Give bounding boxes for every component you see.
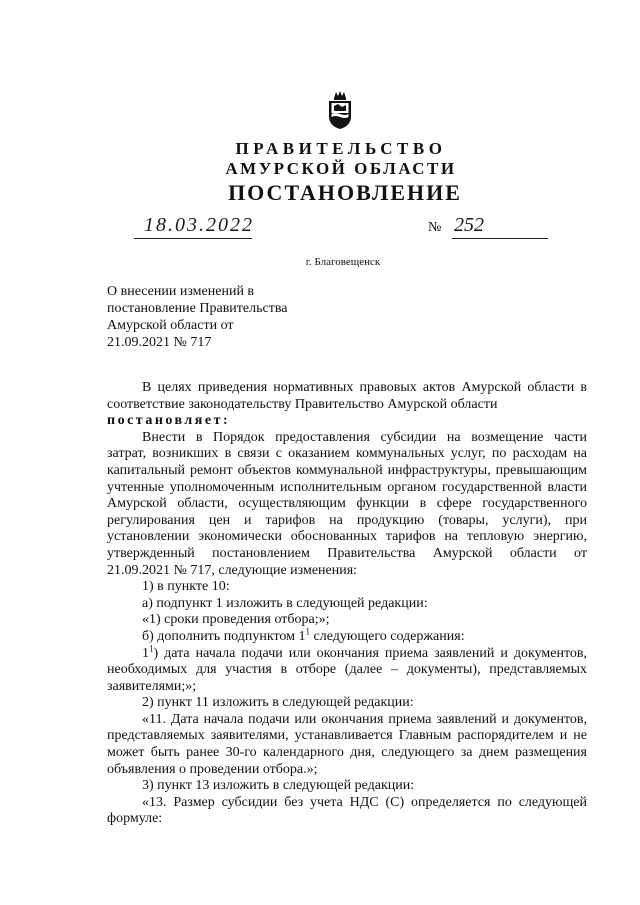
list-item: 1) в пункте 10: [142,579,230,595]
number-field [452,214,548,239]
subject-line: О внесении изменений в [107,284,255,299]
body-line: соответствие законодательству Правительство Амурской области [107,396,498,412]
body-line: В целях приведения нормативных правовых актов Амурской области в [142,380,587,395]
quoted-text: может быть ранее 30-го календарного дня, следующего за днем размещения [107,745,587,761]
list-item: а) подпункт 1 изложить в следующей редакции: [142,595,428,611]
text-fragment: 1 [142,645,149,661]
quoted-text: представляемых заявителями, устанавливается Главным распорядителем и не [107,728,587,744]
body-line: регулирования цен и тарифов на продукцию (товары, услуги), при [107,512,587,528]
quoted-text: формуле: [107,811,163,827]
list-item [107,626,587,646]
body-line: затрат, возникших в связи с оказанием коммунальных услуг, по расходам на [107,446,587,462]
body-line: учтенные уполномоченным исполнительным органом государственной власти [107,479,587,495]
organization-name-line1: ПРАВИТЕЛЬСТВО [235,139,447,158]
date-field [134,214,252,239]
quoted-text: «13. Размер субсидии без учета НДС (С) определяется по следующей [142,794,587,810]
document-type-title: ПОСТАНОВЛЕНИЕ [228,180,462,205]
body-line: Внести в Порядок предоставления субсидии на возмещение части [142,429,587,445]
quoted-text: необходимых для участия в отборе (далее – документы), представляемых [107,662,587,678]
text-fragment: б) дополнить подпунктом 1 [142,628,306,644]
handwritten-number: 252 [454,214,484,236]
body-line: утвержденный постановлением Правительства Амурской области от [107,545,587,561]
quoted-text: объявления о проведении отбора.»; [107,761,318,777]
decree-word: постановляет: [107,413,231,429]
body-line: установлении экономически обоснованных тарифов на тепловую энергию, [107,529,587,545]
superscript: 1 [149,642,154,653]
superscript: 1 [305,626,311,637]
body-line: 21.09.2021 № 717, следующие изменения: [107,562,358,578]
quoted-text: заявителями;»; [107,678,197,694]
document-subject [107,283,287,351]
subject-line: Амурской области от [107,318,234,333]
list-item: 3) пункт 13 изложить в следующей редакции: [142,778,415,794]
subject-line: 21.09.2021 № 717 [107,335,212,350]
amur-region-coat-of-arms-icon [326,90,354,130]
body-line: Амурской области, осуществляющим функции в сфере государственного [107,496,587,512]
text-fragment: ) дата начала подачи или окончания приема заявлений и документов, [153,645,587,661]
number-label: № [428,220,442,235]
text-fragment: следующего содержания: [310,628,465,644]
organization-name-line2: АМУРСКОЙ ОБЛАСТИ [225,159,457,178]
list-item: 2) пункт 11 изложить в следующей редакции: [142,695,414,711]
quoted-text [107,642,587,663]
quoted-text: «1) сроки проведения отбора;»; [142,612,330,628]
document-body [107,380,587,828]
body-line: капитальный ремонт объектов коммунальной инфраструктуры, превышающим [107,462,587,478]
quoted-text: «11. Дата начала подачи или окончания приема заявлений и документов, [142,711,587,727]
city-line: г. Благовещенск [305,256,381,268]
handwritten-date: 18.03.2022 [144,214,254,236]
subject-line: постановление Правительства [107,301,288,316]
